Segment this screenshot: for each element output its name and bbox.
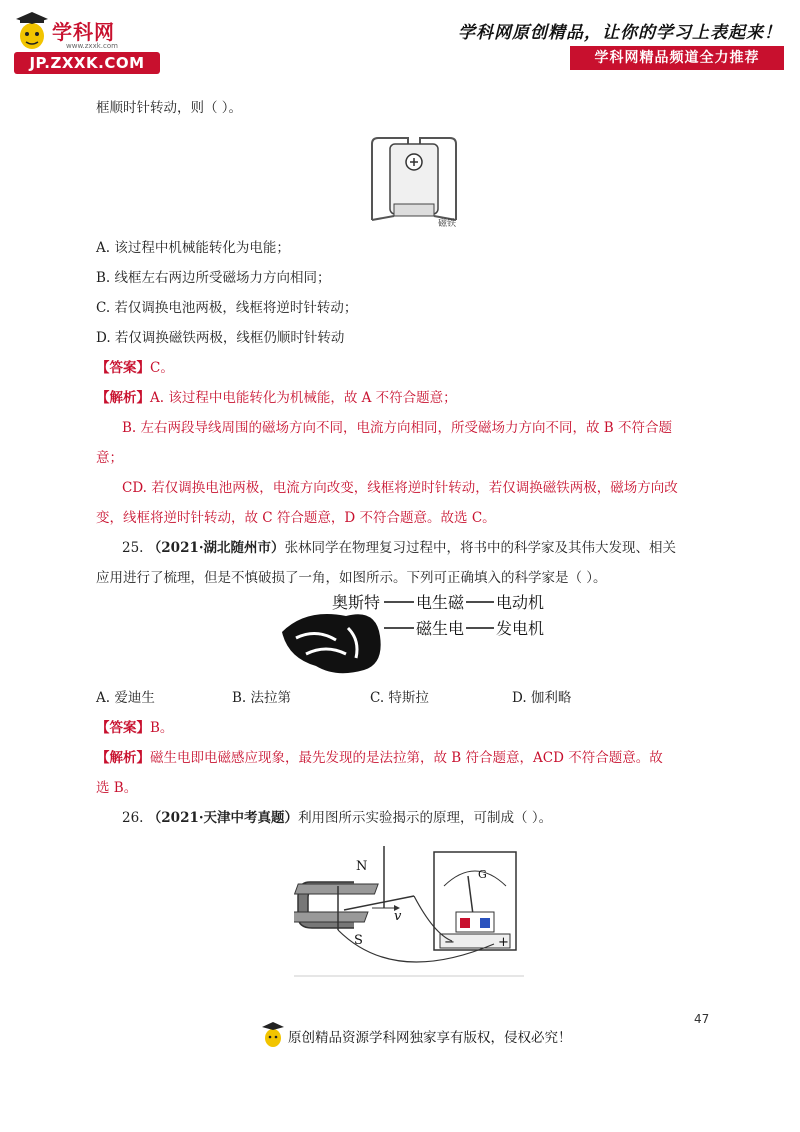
application-generator: 发电机 — [496, 619, 545, 638]
answer-tag: 【答案】 — [96, 360, 150, 376]
answer-value: C。 — [150, 360, 174, 376]
q25-source: （2021·湖北随州市） — [147, 540, 285, 556]
answer-tag: 【答案】 — [96, 720, 150, 736]
q25-stem-line-1 — [122, 538, 676, 558]
q24-option-b: B. 线框左右两边所受磁场力方向相同； — [96, 270, 331, 286]
analysis-text: A. 该过程中电能转化为机械能，故 A 不符合题意； — [150, 390, 457, 406]
analysis-tag: 【解析】 — [96, 750, 150, 766]
q24-analysis-line-4: CD. 若仅调换电池两极，电流方向改变，线框将逆时针转动，若仅调换磁铁两极，磁场方向改 — [122, 480, 678, 496]
copyright-notice: 原创精品资源学科网独家享有版权，侵权必究！ — [288, 1030, 572, 1046]
q26-stem — [122, 808, 552, 828]
q24-option-d: D. 若仅调换磁铁两极，线框仍顺时针转动 — [96, 330, 345, 346]
mascot-icon — [262, 1020, 284, 1050]
answer-value: B。 — [150, 720, 174, 736]
q25-analysis-line-1 — [96, 748, 663, 768]
q24-analysis-line-5: 变，线框将逆时针转动，故 C 符合题意，D 不符合题意。故选 C。 — [96, 510, 496, 526]
positive-terminal-label: + — [498, 935, 509, 950]
q25-stem-line-2: 应用进行了梳理，但是不慎破损了一角，如图所示。下列可正确填入的科学家是（ ）。 — [96, 570, 607, 586]
magnet-label: 磁铁 — [438, 219, 457, 229]
q25-option-d: D. 伽利略 — [512, 690, 572, 706]
q24-option-c: C. 若仅调换电池两极，线框将逆时针转动； — [96, 300, 358, 316]
discovery-magnetism-electricity: 磁生电 — [416, 619, 465, 638]
analysis-text: 磁生电即电磁感应现象，最先发现的是法拉第，故 B 符合题意，ACD 不符合题意。故 — [150, 750, 663, 766]
q24-option-a: A. 该过程中机械能转化为电能； — [96, 240, 290, 256]
q24-stem-tail: 框顺时针转动，则（ ）。 — [96, 100, 243, 116]
application-motor: 电动机 — [496, 593, 545, 612]
footer — [262, 1018, 592, 1058]
scientist-oersted: 奥斯特 — [332, 593, 381, 612]
discovery-electricity-magnetism: 电生磁 — [416, 593, 465, 612]
q25-analysis-line-2: 选 B。 — [96, 780, 138, 796]
header-slogan: 学科网原创精品，让你的学习上表起来！ — [458, 23, 782, 43]
velocity-label: v — [394, 909, 402, 924]
q26-stem-text: 利用图所示实验揭示的原理，可制成（ ）。 — [298, 810, 553, 826]
q26-apparatus-figure — [294, 846, 524, 982]
q25-option-c: C. 特斯拉 — [370, 690, 429, 706]
q25-option-b: B. 法拉第 — [232, 690, 292, 706]
q26-number: 26. — [122, 810, 144, 826]
q25-option-a: A. 爱迪生 — [96, 690, 155, 706]
q25-number: 25. — [122, 540, 144, 556]
site-logo — [14, 12, 164, 72]
header-banner: 学科网精品频道全力推荐 — [570, 46, 784, 70]
galvanometer-label: G — [478, 868, 487, 881]
q26-source: （2021·天津中考真题） — [147, 810, 299, 826]
q25-answer — [96, 718, 173, 738]
mascot-icon — [14, 12, 50, 52]
q24-analysis-line-2: B. 左右两段导线周围的磁场方向不同，电流方向相同，所受磁场力方向不同，故 B 不符合题 — [122, 420, 673, 436]
logo-banner: JP.ZXXK.COM — [14, 52, 160, 74]
q25-torn-note-figure — [276, 588, 556, 678]
south-pole-label: S — [354, 933, 363, 948]
analysis-tag: 【解析】 — [96, 390, 150, 406]
q24-battery-figure — [364, 130, 464, 230]
q25-stem-text: 张林同学在物理复习过程中，将书中的科学家及其伟大发现、相关 — [284, 540, 677, 556]
q24-analysis-line-3: 意； — [96, 450, 123, 466]
logo-name: 学科网 — [52, 20, 115, 44]
page-number: 47 — [694, 1012, 710, 1026]
q24-answer — [96, 358, 174, 378]
q24-analysis-line-1 — [96, 388, 457, 408]
negative-terminal-label: − — [444, 935, 455, 950]
logo-url: www.zxxk.com — [66, 42, 118, 50]
north-pole-label: N — [356, 859, 368, 874]
